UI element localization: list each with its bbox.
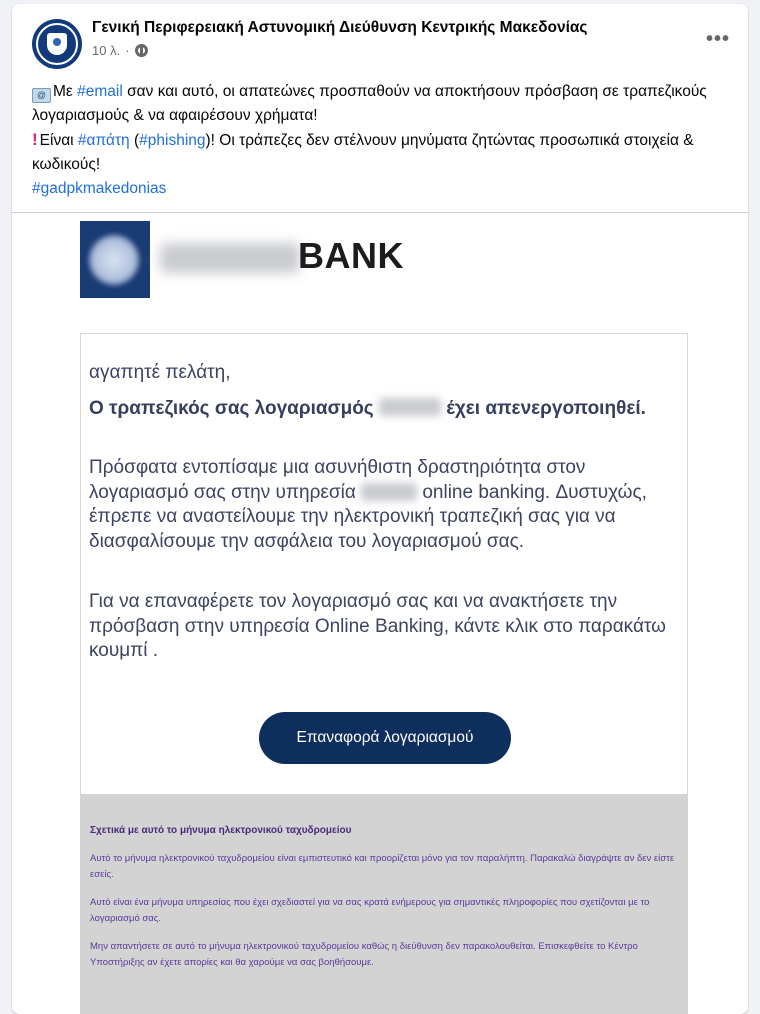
exclamation-icon: !	[32, 130, 38, 149]
text-segment: (	[129, 132, 140, 149]
hashtag-apati-link[interactable]: #απάτη	[77, 132, 130, 149]
post-timestamp[interactable]: 10 λ.	[92, 43, 121, 58]
footer-title: Σχετικά με αυτό το μήνυμα ηλεκτρονικού ταχυδρομείου	[90, 825, 352, 836]
blurred-bank-name	[361, 483, 417, 501]
dot-separator: ·	[125, 43, 130, 58]
post-line-3	[32, 177, 732, 201]
footer-paragraph-3: Μην απαντήσετε σε αυτό το μήνυμα ηλεκτρονικού ταχυδρομείου καθώς η διεύθυνση δεν παρακολουθείται. Επισκεφθείτε το Κέντρο Υποστήριξης αν έχετε απορίες και θα χαρούμε να σας βοηθήσουμε.	[90, 941, 638, 968]
blurred-bank-name	[160, 243, 300, 273]
post-line-2	[32, 128, 732, 177]
post-text	[32, 80, 732, 201]
text-segment: Ο τραπεζικός σας λογαριασμός	[89, 398, 379, 419]
globe-icon[interactable]	[135, 44, 148, 57]
hashtag-gadpk-link[interactable]: #gadpkmakedonias	[32, 180, 167, 197]
bank-wordmark: BANK	[298, 235, 404, 276]
page-avatar[interactable]	[32, 19, 82, 69]
text-segment: )! Οι τράπεζες δεν στέλνουν μηνύματα ζητώντας προσωπικά στοιχεία & κωδικούς!	[32, 132, 694, 173]
email-footer	[80, 795, 688, 1014]
restore-account-button[interactable]: Επαναφορά λογαριασμού	[259, 712, 511, 764]
email-paragraph-2: Για να επαναφέρετε τον λογαριασμό σας και να ανακτήσετε την πρόσβαση στην υπηρεσία Online Banking, κάντε κλικ στο παρακάτω κουμπί .	[89, 591, 667, 661]
post-image-email-screenshot[interactable]	[12, 213, 748, 1013]
email-paragraph-1	[89, 456, 684, 554]
text-segment: Πρόσφατα εντοπίσαμε μια ασυνήθιστη δραστηριότητα στον λογαριασμό σας στην υπηρεσία	[89, 457, 586, 503]
text-segment: Είναι	[39, 132, 78, 149]
email-message-box	[80, 333, 688, 795]
more-options-button[interactable]: •••	[705, 28, 730, 50]
police-badge-icon	[36, 23, 78, 65]
bank-logo-icon	[80, 221, 150, 298]
hashtag-phishing-link[interactable]: #phishing	[139, 132, 206, 149]
email-headline	[89, 396, 669, 421]
email-greeting: αγαπητέ πελάτη,	[89, 362, 231, 383]
text-segment: online banking. Δυστυχώς, έπρεπε να αναστείλουμε την ηλεκτρονική τραπεζική σας για να διασφαλίσουμε την ασφάλεια του λογαριασμού σας.	[89, 481, 647, 552]
footer-paragraph-2: Αυτό είναι ένα μήνυμα υπηρεσίας που έχει σχεδιαστεί για να σας κρατά ενήμερους για σημαντικές πληροφορίες που σχετίζονται με το λογαριασμό σας.	[90, 897, 650, 924]
text-segment: έχει απενεργοποιηθεί.	[440, 398, 646, 419]
text-segment: σαν και αυτό, οι απατεώνες προσπαθούν να αποκτήσουν πρόσβαση σε τραπεζικούς λογαριασμούς & να αφαιρέσουν χρήματα!	[32, 83, 707, 124]
post-line-1	[32, 80, 732, 128]
post-meta	[92, 43, 148, 58]
page-name-link[interactable]: Γενική Περιφερειακή Αστυνομική Διεύθυνση Κεντρικής Μακεδονίας	[92, 19, 588, 36]
post-card	[12, 4, 748, 1014]
hashtag-email-link[interactable]: #email	[77, 83, 123, 100]
email-icon: @	[32, 88, 51, 103]
text-segment: Με	[53, 83, 78, 100]
blurred-bank-name	[379, 398, 441, 416]
footer-paragraph-1: Αυτό το μήνυμα ηλεκτρονικού ταχυδρομείου είναι εμπιστευτικό και προορίζεται μόνο για τον παραλήπτη. Παρακαλώ διαγράψτε αν δεν είστε εσείς.	[90, 853, 675, 880]
